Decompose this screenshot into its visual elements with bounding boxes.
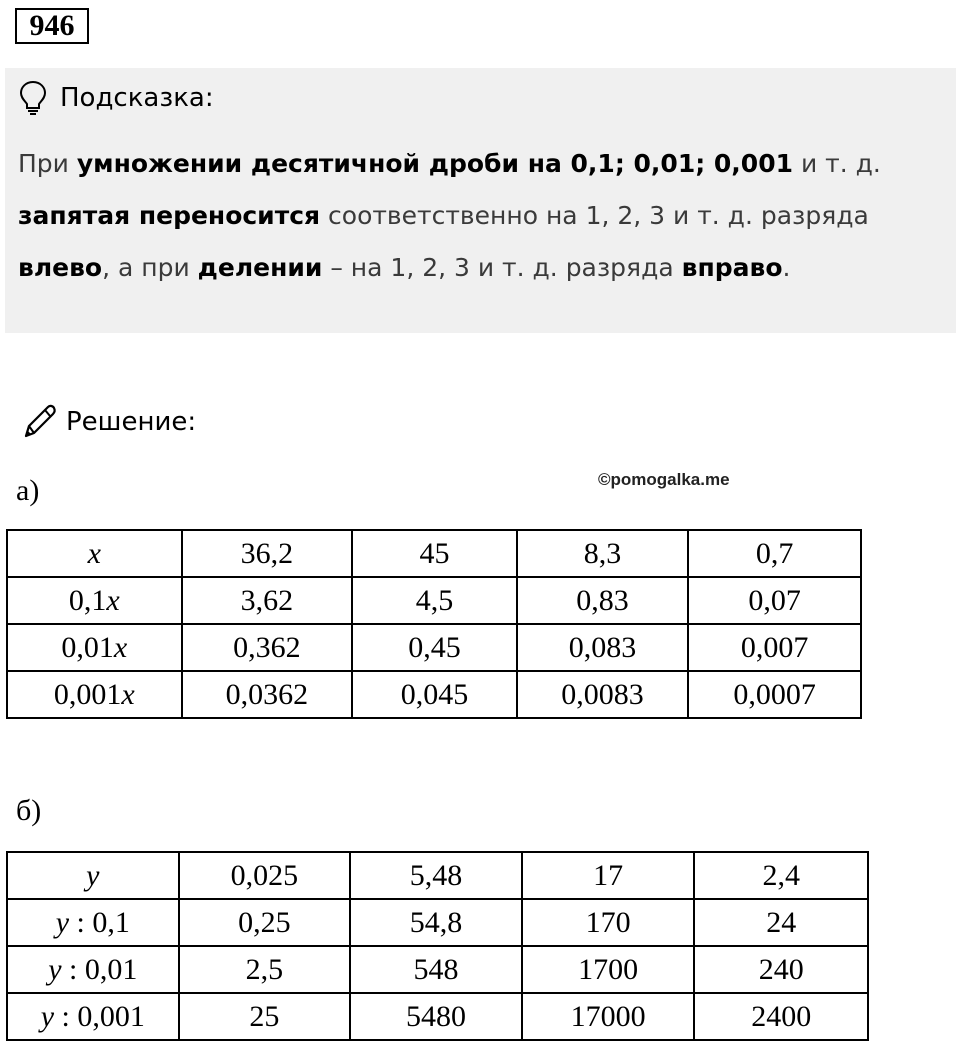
- row-header-part: x: [121, 677, 135, 711]
- hint-text-span: – на 1, 2, 3 и т. д. разряда: [322, 253, 682, 282]
- table-cell: 0,83: [517, 577, 689, 624]
- table-cell: 4,5: [352, 577, 517, 624]
- row-header-part: 0,01: [61, 630, 114, 664]
- hint-bold-span: вправо: [681, 253, 783, 282]
- table-cell: 0,07: [688, 577, 861, 624]
- hint-header: [18, 78, 214, 118]
- table-cell: 1700: [522, 946, 695, 993]
- solution-title: Решение:: [66, 407, 197, 437]
- solution-header: [18, 400, 196, 444]
- hint-line-3: [18, 242, 948, 294]
- table-row: [7, 899, 868, 946]
- table-cell: 170: [522, 899, 695, 946]
- hint-text-span: и т. д.: [793, 149, 881, 178]
- table-cell: 2,4: [694, 852, 868, 899]
- row-header-part: : 0,001: [54, 999, 145, 1033]
- table-cell: 0,045: [352, 671, 517, 718]
- row-header-part: : 0,1: [69, 905, 130, 939]
- row-header-part: y: [40, 999, 55, 1033]
- hint-text: [18, 138, 948, 294]
- table-cell: 17: [522, 852, 695, 899]
- row-header-part: 0,001: [53, 677, 122, 711]
- table-cell: 0,0083: [517, 671, 689, 718]
- row-header-cell: [7, 946, 179, 993]
- table-part-a: [6, 529, 862, 719]
- hint-line-1: [18, 138, 948, 190]
- row-header-part: : 0,01: [61, 952, 138, 986]
- table-cell: 36,2: [182, 530, 353, 577]
- hint-bold-span: умножении десятичной дроби на 0,1; 0,01; 0,001: [76, 149, 793, 178]
- table-cell: 0,0007: [688, 671, 861, 718]
- hint-text-span: При: [18, 149, 77, 178]
- table-cell: 24: [694, 899, 868, 946]
- table-cell: 45: [352, 530, 517, 577]
- table-row: [7, 530, 861, 577]
- row-header-cell: [7, 899, 179, 946]
- row-header-cell: [7, 852, 179, 899]
- table-cell: 0,362: [182, 624, 353, 671]
- table-cell: 2,5: [179, 946, 351, 993]
- table-cell: 0,007: [688, 624, 861, 671]
- table-cell: 0,083: [517, 624, 689, 671]
- pencil-icon: [18, 402, 58, 442]
- row-header-part: 0,1: [68, 583, 107, 617]
- lightbulb-icon: [18, 80, 48, 116]
- table-body: [7, 530, 861, 718]
- hint-title: Подсказка:: [60, 83, 214, 113]
- problem-number: 946: [15, 8, 89, 44]
- table-part-b: [6, 851, 869, 1041]
- row-header-cell: [7, 530, 182, 577]
- hint-bold-span: запятая переносится: [18, 201, 321, 230]
- row-header-part: x: [87, 536, 101, 570]
- table-cell: 0,025: [179, 852, 351, 899]
- table-cell: 2400: [694, 993, 868, 1040]
- watermark: ©pomogalka.me: [598, 470, 730, 489]
- table-cell: 54,8: [350, 899, 522, 946]
- row-header-part: x: [113, 630, 128, 664]
- table-row: [7, 671, 861, 718]
- hint-bold-span: делении: [197, 253, 323, 282]
- table-cell: 17000: [522, 993, 695, 1040]
- table-row: [7, 993, 868, 1040]
- row-header-part: y: [48, 952, 62, 986]
- table-cell: 240: [694, 946, 868, 993]
- part-a-label: а): [16, 474, 40, 507]
- table-body: [7, 852, 868, 1040]
- row-header-part: y: [55, 905, 70, 939]
- hint-text-span: соответственно на 1, 2, 3 и т. д. разряда: [320, 201, 869, 230]
- table-cell: 3,62: [182, 577, 353, 624]
- row-header-cell: [7, 624, 182, 671]
- table-cell: 0,25: [179, 899, 351, 946]
- row-header-cell: [7, 577, 182, 624]
- hint-text-span: .: [782, 253, 791, 282]
- part-b-label: б): [16, 794, 42, 827]
- table-cell: 8,3: [517, 530, 689, 577]
- table-row: [7, 946, 868, 993]
- table-row: [7, 624, 861, 671]
- row-header-cell: [7, 993, 179, 1040]
- table-cell: 548: [350, 946, 522, 993]
- table-cell: 5480: [350, 993, 522, 1040]
- table-cell: 0,45: [352, 624, 517, 671]
- hint-bold-span: влево: [18, 253, 103, 282]
- row-header-part: y: [86, 858, 100, 892]
- row-header-part: x: [106, 583, 120, 617]
- table-cell: 25: [179, 993, 351, 1040]
- table-cell: 5,48: [350, 852, 522, 899]
- table-cell: 0,0362: [182, 671, 353, 718]
- table-cell: 0,7: [688, 530, 861, 577]
- hint-line-2: [18, 190, 948, 242]
- row-header-cell: [7, 671, 182, 718]
- table-row: [7, 852, 868, 899]
- table-row: [7, 577, 861, 624]
- hint-text-span: , а при: [102, 253, 198, 282]
